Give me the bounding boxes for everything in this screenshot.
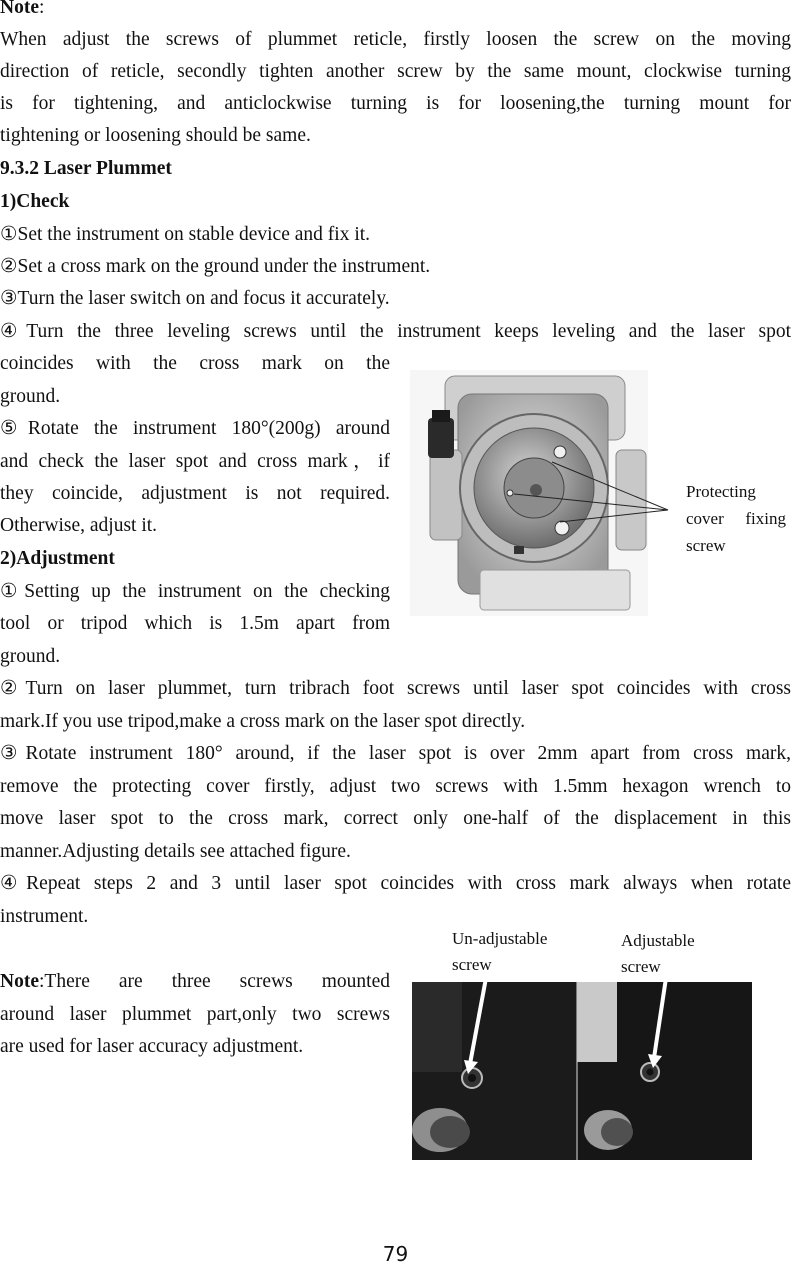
adjust-step-3-cont1: remove the protecting cover firstly, adjust two screws with 1.5mm hexagon wrench to xyxy=(0,776,791,797)
protecting-cover-label-3: screw xyxy=(686,536,726,555)
note-label: Note xyxy=(0,0,39,18)
note2-line-3: are used for laser accuracy adjustment. xyxy=(0,1036,304,1057)
page-number: 79 xyxy=(382,1242,409,1266)
unadjustable-screw-label-1: Un-adjustable xyxy=(452,929,548,948)
adjust-step-3-cont2: move laser spot to the cross mark, correct only one-half of the displacement in this xyxy=(0,808,791,829)
adjustment-heading: 2)Adjustment xyxy=(0,548,115,569)
protecting-cover-label-1: Protecting xyxy=(686,482,756,501)
protecting-cover-label-2: cover fixing xyxy=(686,509,786,528)
note-line-2: direction of reticle, secondly tighten another screw by the same mount, clockwise turning xyxy=(0,61,791,82)
note-colon: : xyxy=(38,0,45,18)
adjustable-screw-label-1: Adjustable xyxy=(621,931,695,950)
adjust-step-4-end: instrument. xyxy=(0,906,89,927)
adjust-step-2: ②Turn on laser plummet, turn tribrach foot screws until laser spot coincides with cross xyxy=(0,678,791,699)
note2-text: :There are three screws mounted xyxy=(38,971,390,992)
adjust-step-3-end: manner.Adjusting details see attached figure. xyxy=(0,841,351,862)
adjustable-screw-label-2: screw xyxy=(621,957,661,976)
check-step-4: ④Turn the three leveling screws until the instrument keeps leveling and the laser spot xyxy=(0,321,791,342)
check-heading: 1)Check xyxy=(0,191,70,212)
note-line-3: is for tightening, and anticlockwise turning is for loosening,the turning mount for xyxy=(0,93,791,114)
note-line-1: When adjust the screws of plummet reticle, firstly loosen the screw on the moving xyxy=(0,29,791,50)
adjust-step-1-end: ground. xyxy=(0,646,61,667)
note-line-4: tightening or loosening should be same. xyxy=(0,125,311,146)
note-heading xyxy=(0,0,44,20)
adjust-step-1: ①Setting up the instrument on the checking xyxy=(0,581,390,602)
screw-photos-illustration xyxy=(412,982,752,1160)
adjust-step-2-end: mark.If you use tripod,make a cross mark on the laser spot directly. xyxy=(0,711,526,732)
check-step-5-cont2: they coincide, adjustment is not required. xyxy=(0,483,390,504)
adjust-step-3: ③Rotate instrument 180° around, if the laser spot is over 2mm apart from cross mark, xyxy=(0,743,791,764)
unadjustable-screw-label-2: screw xyxy=(452,955,492,974)
check-step-5-cont1: and check the laser spot and cross mark，if xyxy=(0,451,390,472)
check-step-3: ③Turn the laser switch on and focus it accurately. xyxy=(0,288,390,309)
check-step-5-end: Otherwise, adjust it. xyxy=(0,515,158,536)
note2-label: Note xyxy=(0,971,39,992)
check-step-5: ⑤Rotate the instrument 180°(200g) around xyxy=(0,418,390,439)
check-step-4-cont: coincides with the cross mark on the xyxy=(0,353,390,374)
adjust-step-1-cont: tool or tripod which is 1.5m apart from xyxy=(0,613,390,634)
plummet-photo-figure xyxy=(410,370,790,616)
note2-line-2: around laser plummet part,only two screws xyxy=(0,1004,390,1025)
section-title: 9.3.2 Laser Plummet xyxy=(0,158,172,179)
check-step-2: ②Set a cross mark on the ground under the instrument. xyxy=(0,256,431,277)
note2-line-1 xyxy=(0,970,390,994)
screw-photo-figure xyxy=(412,982,752,1160)
adjust-step-4: ④Repeat steps 2 and 3 until laser spot coincides with cross mark always when rotate xyxy=(0,873,791,894)
check-step-4-end: ground. xyxy=(0,386,61,407)
check-step-1: ①Set the instrument on stable device and fix it. xyxy=(0,224,371,245)
